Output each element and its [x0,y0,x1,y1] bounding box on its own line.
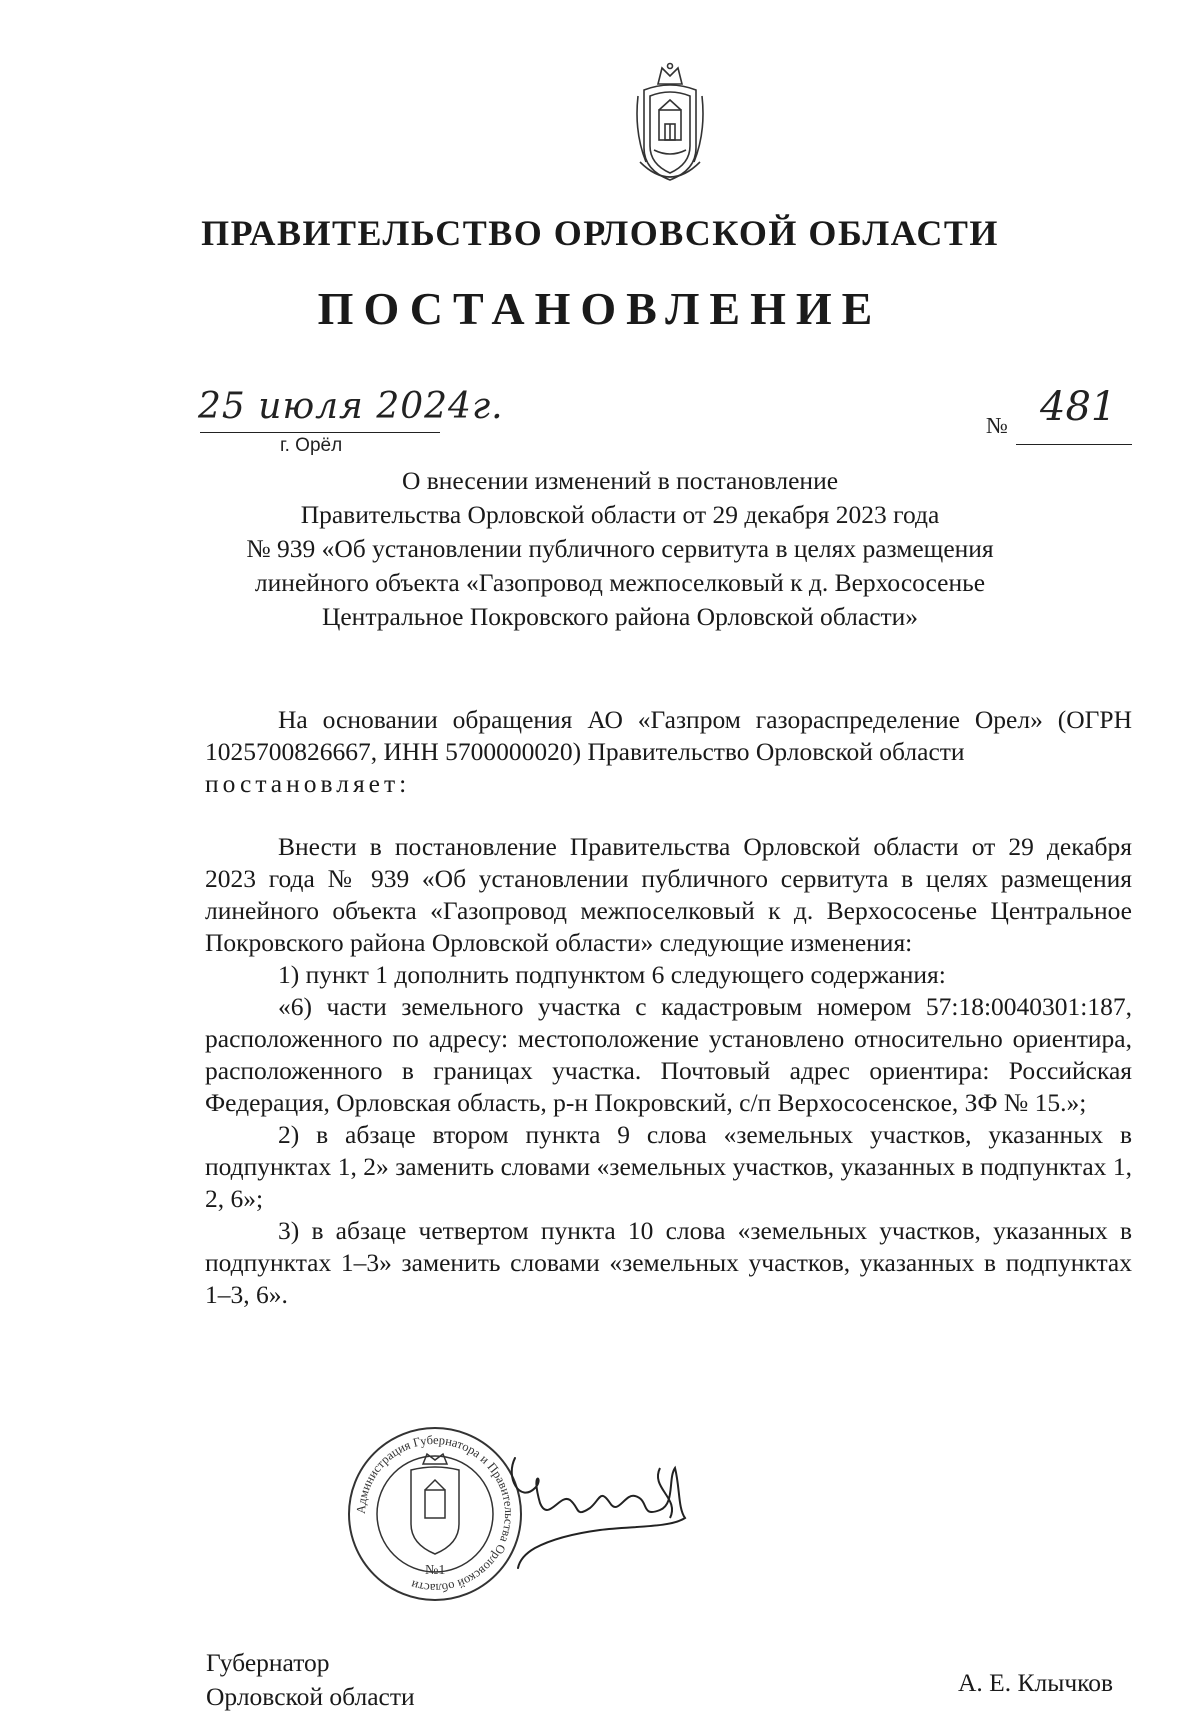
document-type: ПОСТАНОВЛЕНИЕ [317,283,883,334]
item-3: 3) в абзаце четвертом пункта 10 слова «земельных участков, указанных в подпунктах 1–3» заменить словами «земельных участков, указанных в подпунктах 1–3, 6». [205,1216,1132,1309]
seal-number: №1 [425,1563,446,1578]
item-2: 2) в абзаце втором пункта 9 слова «земельных участков, указанных в подпунктах 1, 2» заменить словами «земельных участков, указанных в подпунктах 1, 2, 6»; [205,1120,1132,1213]
preamble-block [205,704,1132,800]
document-subject [220,464,1020,634]
item-1-text: «6) части земельного участка с кадастровым номером 57:18:0040301:187, расположенного по адресу: местоположение установлено относительно ориентира, расположенного в границах участка. Почтовый адрес ориентира: Российская Федерация, Орловская область, р-н Покровский, с/п Верхососенское, ЗФ № 15.»; [205,992,1132,1117]
preamble-paragraph: На основании обращения АО «Газпром газораспределение Орел» (ОГРН 1025700826667, ИНН 5700000020) Правительство Орловской области [205,705,1132,766]
handwritten-date: 25 июля 2024г. [198,386,504,427]
subject-line: Центральное Покровского района Орловской области» [321,602,919,631]
item-1: 1) пункт 1 дополнить подпунктом 6 следующего содержания: [278,960,946,989]
number-sign: № [986,413,1008,438]
handwritten-number: 481 [1040,384,1117,430]
subject-line: О внесении изменений в постановление [401,466,839,495]
resolution-body [205,831,1132,1311]
seal-text: Администрация Губернатора и Правительства Орловской области [353,1432,517,1596]
date-underline [200,432,440,433]
official-seal-icon [345,1424,525,1604]
resolves-word: постановляет: [205,769,411,798]
number-underline [1016,444,1132,445]
subject-line: линейного объекта «Газопровод межпоселковый к д. Верхососенье [254,568,986,597]
signatory-position [206,1646,415,1714]
intro-paragraph: Внести в постановление Правительства Орловской области от 29 декабря 2023 года № 939 «Об установлении публичного сервитута в целях размещения линейного объекта «Газопровод межпоселковый к д. Верхососенье Центральное Покровского района Орловской области» следующие изменения: [205,832,1132,957]
orel-oblast-coat-of-arms-icon [632,62,708,188]
position-line-1: Губернатор [206,1648,330,1677]
handwritten-signature-icon [500,1448,700,1578]
position-line-2: Орловской области [206,1682,415,1711]
subject-line: Правительства Орловской области от 29 декабря 2023 года [300,500,940,529]
city: г. Орёл [280,435,343,456]
government-title: ПРАВИТЕЛЬСТВО ОРЛОВСКОЙ ОБЛАСТИ [201,213,999,253]
signatory-name: А. Е. Клычков [958,1668,1114,1697]
subject-line: № 939 «Об установлении публичного сервитута в целях размещения [246,534,994,563]
